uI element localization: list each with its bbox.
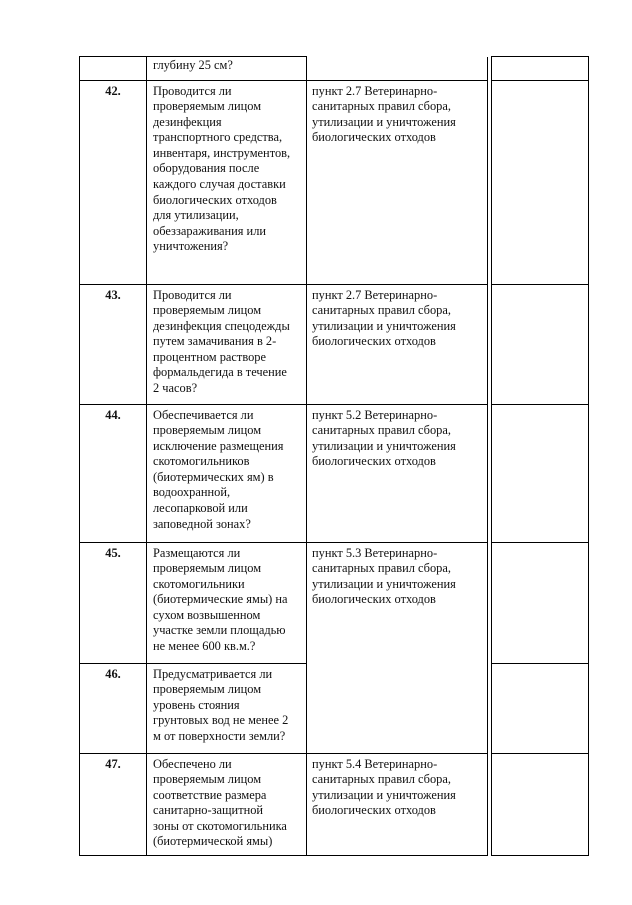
question-cell: Обеспечено ли проверяемым лицом соответствие размера санитарно-защитной зоны от скотомогильника (биотермической ямы) [147, 753, 307, 855]
answer-cell [492, 404, 589, 542]
row-number: 45. [80, 542, 147, 663]
question-cell: глубину 25 см? [147, 57, 307, 81]
reference-cell: пункт 2.7 Ветеринарно- санитарных правил сбора, утилизации и уничтожения биологических отходов [307, 284, 488, 404]
reference-cell: пункт 5.3 Ветеринарно- санитарных правил сбора, утилизации и уничтожения биологических отходов [307, 542, 488, 753]
answer-cell [492, 284, 589, 404]
checklist-table [79, 56, 589, 856]
reference-cell: пункт 5.2 Ветеринарно- санитарных правил сбора, утилизации и уничтожения биологических отходов [307, 404, 488, 542]
question-cell: Предусматривается ли проверяемым лицом уровень стояния грунтовых вод не менее 2 м от поверхности земли? [147, 663, 307, 753]
row-number: 46. [80, 663, 147, 753]
reference-cell [307, 57, 488, 81]
reference-cell: пункт 2.7 Ветеринарно- санитарных правил сбора, утилизации и уничтожения биологических отходов [307, 80, 488, 284]
row-number: 44. [80, 404, 147, 542]
table-row [80, 57, 589, 81]
table-row [80, 542, 589, 663]
table-row [80, 284, 589, 404]
question-cell: Проводится ли проверяемым лицом дезинфекция транспортного средства, инвентаря, инструментов, оборудования после каждого случая доставки биологических отходов для утилизации, обеззараживания или уничтожения? [147, 80, 307, 284]
question-cell: Обеспечивается ли проверяемым лицом исключение размещения скотомогильников (биотермических ям) в водоохранной, лесопарковой или заповедной зонах? [147, 404, 307, 542]
table-row [80, 753, 589, 855]
table-row [80, 404, 589, 542]
answer-cell [492, 542, 589, 663]
question-cell: Проводится ли проверяемым лицом дезинфекция спецодежды путем замачивания в 2- процентном растворе формальдегида в течение 2 часов? [147, 284, 307, 404]
answer-cell [492, 663, 589, 753]
row-number [80, 57, 147, 81]
row-number: 42. [80, 80, 147, 284]
question-cell: Размещаются ли проверяемым лицом скотомогильники (биотермические ямы) на сухом возвышенном участке земли площадью не менее 600 кв.м.? [147, 542, 307, 663]
reference-cell: пункт 5.4 Ветеринарно- санитарных правил сбора, утилизации и уничтожения биологических отходов [307, 753, 488, 855]
row-number: 43. [80, 284, 147, 404]
answer-cell [492, 57, 589, 81]
answer-cell [492, 753, 589, 855]
row-number: 47. [80, 753, 147, 855]
table-row [80, 80, 589, 284]
answer-cell [492, 80, 589, 284]
